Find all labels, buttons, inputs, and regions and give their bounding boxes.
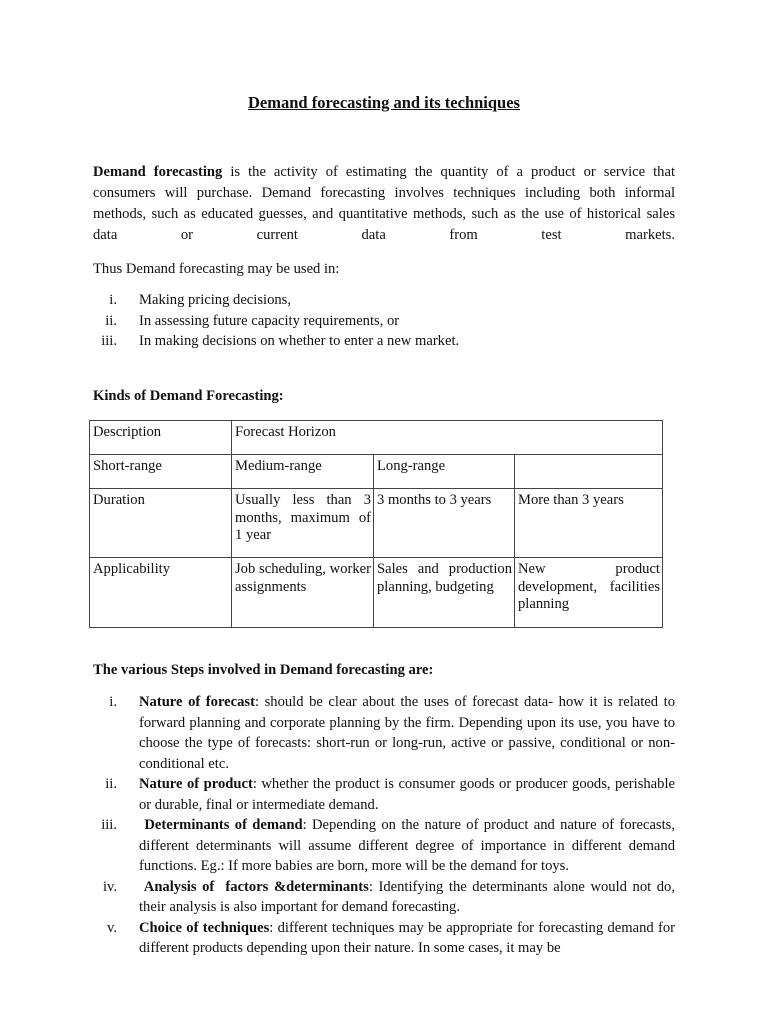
list-item	[93, 918, 675, 959]
step-text: : whether the product is consumer goods or producer goods, perishable or durable, final or intermediate demand.	[139, 776, 675, 813]
table-cell: Description	[90, 421, 232, 455]
list-number: ii.	[105, 776, 117, 792]
steps-list	[93, 692, 675, 959]
step-term: Determinants of demand	[139, 817, 303, 833]
table-cell: Duration	[90, 489, 232, 558]
list-number: iii.	[101, 817, 117, 833]
list-number: v.	[107, 919, 117, 936]
table-row	[90, 421, 663, 455]
intro-text: is the activity of estimating the quantity of a product or service that consumers will purchase. Demand forecasting involves techniques including both informal methods, such as educated guesses, and quantitative methods, such as the use of historical sales data or current data from test markets.	[93, 164, 675, 243]
table-row	[90, 558, 663, 628]
step-term: Nature of product	[139, 776, 253, 792]
table-row	[90, 489, 663, 558]
table-cell: Long-range	[374, 455, 515, 489]
list-item	[93, 815, 675, 877]
table-cell: Usually less than 3 months, maximum of 1 year	[232, 489, 374, 558]
intro-term: Demand forecasting	[93, 164, 223, 180]
list-text: In making decisions on whether to enter a new market.	[139, 333, 460, 349]
step-text: : Identifying the determinants alone would not do, their analysis is also important for demand forecasting.	[139, 878, 676, 915]
table-cell: Sales and production planning, budgeting	[374, 558, 515, 628]
list-number: ii.	[105, 312, 117, 329]
table-cell: Medium-range	[232, 455, 374, 489]
table-cell: 3 months to 3 years	[374, 489, 515, 558]
step-term: Nature of forecast	[139, 694, 255, 710]
step-text: : different techniques may be appropriate for forecasting demand for different products depending upon their nature. In some cases, it may be	[139, 919, 675, 956]
list-item	[93, 331, 675, 352]
list-number: i.	[109, 694, 117, 710]
list-item	[93, 311, 675, 332]
table-cell: More than 3 years	[515, 489, 663, 558]
list-number: i.	[109, 292, 117, 308]
table-row	[90, 455, 663, 489]
list-item	[93, 692, 675, 774]
steps-heading: The various Steps involved in Demand forecasting are:	[93, 662, 434, 678]
list-text: Making pricing decisions,	[139, 292, 291, 308]
step-text: : Depending on the nature of product and nature of forecasts, different determinants will assume different degree of importance in different demand functions. Eg.: If more babies are born, more will be the demand for toys.	[139, 817, 675, 874]
step-term: Choice of techniques	[139, 919, 270, 936]
used-in-heading: Thus Demand forecasting may be used in:	[93, 261, 340, 277]
step-term: Analysis of factors &determinants	[139, 878, 369, 895]
document-title: Demand forecasting and its techniques	[248, 93, 520, 112]
list-number: iii.	[101, 333, 117, 349]
table-cell: Short-range	[90, 455, 232, 489]
list-number: iv.	[102, 878, 117, 895]
table-cell: Job scheduling, worker assignments	[232, 558, 374, 628]
list-item	[93, 774, 675, 815]
uses-list	[93, 290, 675, 352]
table-cell: New product development, facilities planning	[515, 558, 663, 628]
list-item	[93, 877, 675, 918]
kinds-heading: Kinds of Demand Forecasting:	[93, 388, 284, 404]
list-item	[93, 290, 675, 311]
table-cell	[515, 455, 663, 489]
intro-paragraph	[93, 162, 675, 267]
kinds-table	[89, 420, 663, 628]
table-cell: Forecast Horizon	[232, 421, 663, 455]
list-text: In assessing future capacity requirements, or	[139, 312, 400, 329]
step-text: : should be clear about the uses of forecast data- how it is related to forward planning and corporate planning by the firm. Depending upon its use, you have to choose the type of forecasts: short-run or long-run, active or passive, conditional or non-conditional etc.	[139, 694, 675, 772]
table-cell: Applicability	[90, 558, 232, 628]
